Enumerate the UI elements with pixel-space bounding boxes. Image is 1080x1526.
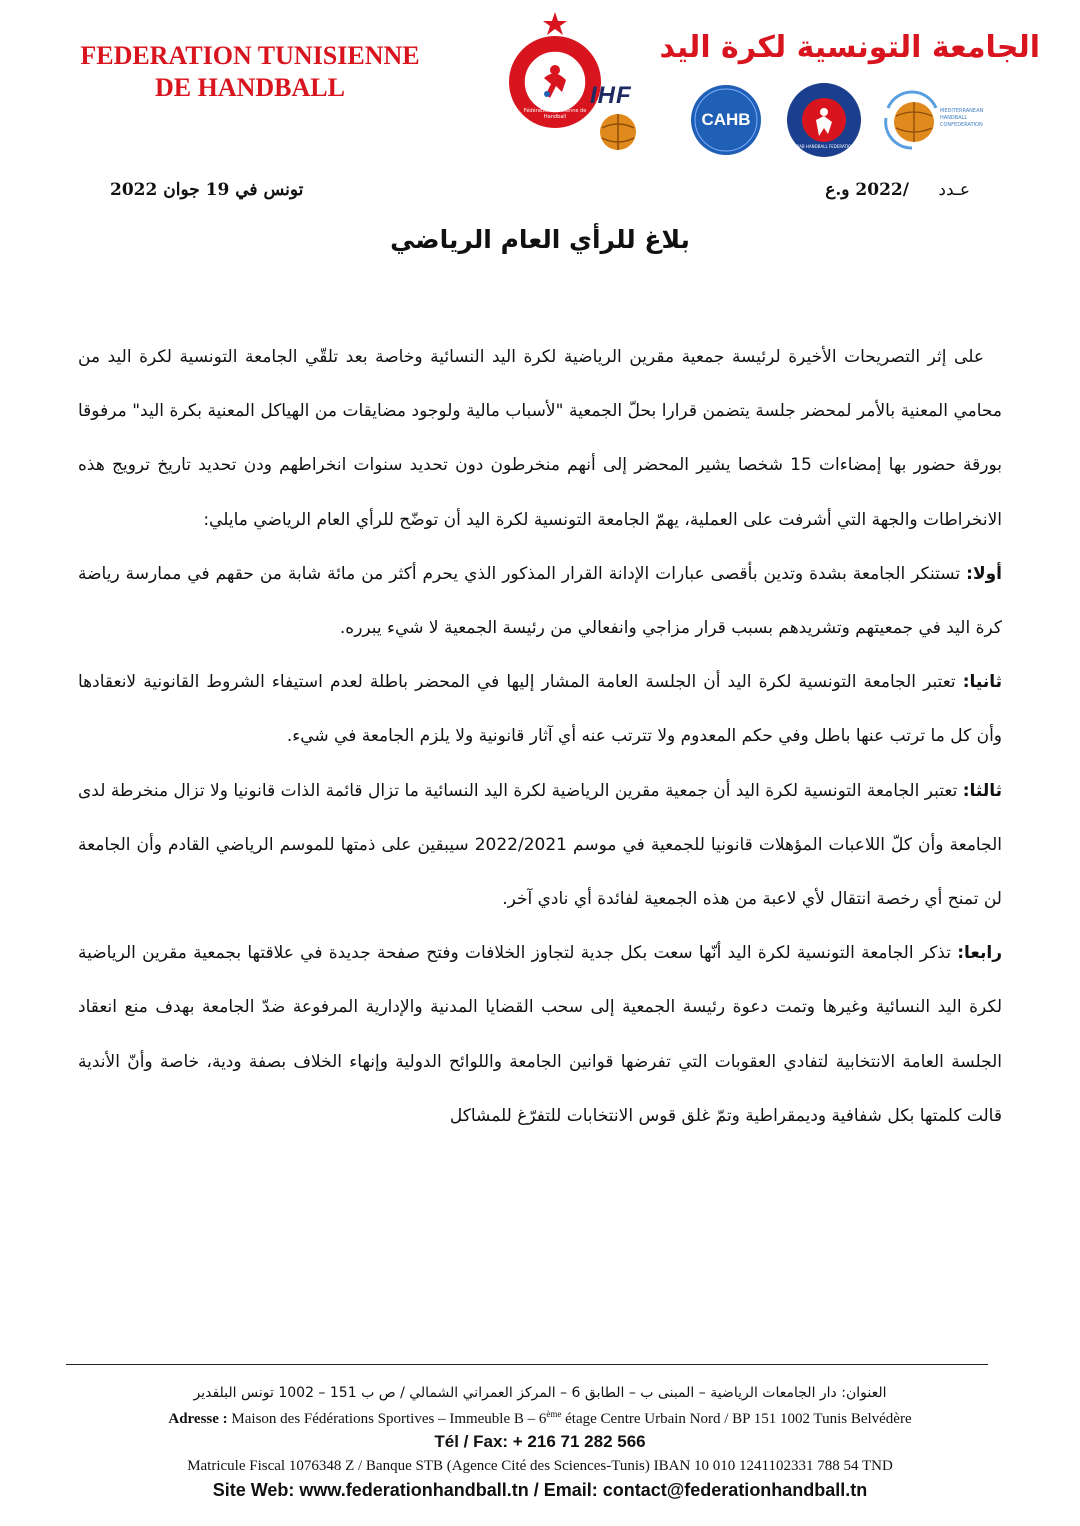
- reference-label: عـدد: [938, 180, 970, 200]
- point-3-text: تعتبر الجامعة التونسية لكرة اليد أن جمعية مقرين الرياضية لكرة اليد النسائية ما تزال قائمة الذات قانونيا ولا تزال منخرطة لدى الجامعة وأن كلّ اللاعبات المؤهلات قانونيا للجمعية في موسم 2022/2021 سيبقين على ذمتها للموسم الرياضي القادم وأن الجامعة لن تمنح أي رخصة انتقال لأي لاعبة من هذه الجمعية لفائدة أي نادي آخر.: [78, 780, 1002, 910]
- federation-name-fr: [40, 40, 460, 104]
- federation-name-fr-line2: DE HANDBALL: [155, 73, 345, 102]
- footer-divider: [66, 1364, 988, 1365]
- point-1: [78, 547, 1002, 655]
- point-2-label: ثانيا:: [962, 672, 1002, 693]
- federation-logo-caption: Fédération Tunisienne de Handball: [523, 108, 587, 120]
- federation-name-ar: الجامعة التونسية لكرة اليد: [659, 30, 1040, 65]
- point-4-label: رابعا:: [957, 943, 1002, 964]
- reference-number: [825, 180, 970, 200]
- document-date: تونس في 19 جوان 2022: [110, 180, 304, 200]
- communique-body: [78, 330, 1002, 1143]
- footer-address-label: Adresse :: [168, 1411, 228, 1427]
- point-3-label: ثالثا:: [962, 780, 1002, 801]
- point-4: [78, 926, 1002, 1143]
- point-1-label: أولا:: [966, 563, 1002, 584]
- point-2-text: تعتبر الجامعة التونسية لكرة اليد أن الجلسة العامة المشار إليها في المحضر باطلة لعدم استيفاء الشروط القانونية لانعقادها وأن كل ما ترتب عنها باطل وفي حكم المعدوم ولا تترتب عنه أي آثار قانونية ولا يلزم الجامعة في شيء.: [78, 672, 1002, 747]
- point-1-text: تستنكر الجامعة بشدة وتدين بأقصى عبارات الإدانة القرار المذكور الذي يحرم أكثر من مائة شابة من حقهم في ممارسة رياضة كرة اليد في جمعيتهم وتشريدهم بسبب قرار مزاجي وانفعالي من رئيسة الجمعية لا شيء يبرره.: [78, 563, 1002, 639]
- ihf-logo: IHF: [590, 82, 650, 160]
- document-title: بلاغ للرأي العام الرياضي: [390, 225, 690, 254]
- cahb-logo: CAHB: [690, 84, 762, 156]
- footer-address-fr: Adresse : Maison des Fédérations Sportives – Immeuble B – 6ème étage Centre Urbain Nord / BP 151 1002 Tunis Belvédère: [168, 1409, 912, 1427]
- footer-address-ar: العنوان: دار الجامعات الرياضية – المبنى ب – الطابق 6 – المركز العمراني الشمالي / ص ب 151 – 1002 تونس البلفدير: [193, 1385, 887, 1401]
- mediterranean-confederation-logo: MEDITERRANEAN HANDBALL CONFEDERATION: [882, 88, 1022, 158]
- partner-logos: [590, 82, 1030, 162]
- arab-handball-federation-logo: ARAB HANDBALL FEDERATION: [786, 82, 862, 158]
- footer-web-email: Site Web: www.federationhandball.tn / Email: contact@federationhandball.tn: [212, 1480, 868, 1500]
- point-4-text: تذكر الجامعة التونسية لكرة اليد أنّها سعت بكل جدية لتجاوز الخلافات وفتح صفحة جديدة في علاقتها بجمعية مقرين الرياضية لكرة اليد النسائية وغيرها وتمت دعوة رئيسة الجمعية إلى سحب القضايا المدنية والإدارية المرفوعة ضدّ الجامعة بهدف منع انعقاد الجلسة العامة الانتخابية لتفادي العقوبات التي تفرضها قوانين الجامعة واللوائح الدولية وإنهاء الخلاف بصفة ودية، خاصة وأنّ الأندية قالت كلمتها بكل شفافية وديمقراطية وتمّ غلق قوس الانتخابات للتفرّغ للمشاكل: [78, 943, 1002, 1126]
- intro-paragraph: على إثر التصريحات الأخيرة لرئيسة جمعية مقرين الرياضية لكرة اليد النسائية وخاصة بعد تلقّي الجامعة التونسية لكرة اليد من محامي المعنية بالأمر لمحضر جلسة يتضمن قرارا بحلّ الجمعية "لأسباب مالية ولوجود مضايقات من الهياكل المعنية بكرة اليد" مرفوقا بورقة حضور بها إمضاءات 15 شخصا يشير المحضر إلى أنهم منخرطون دون تحديد سنوات انخراطهم ودن تحديد تاريخ ترويج هذه الانخراطات والجهة التي أشرفت على العملية، يهمّ الجامعة التونسية لكرة اليد أن توضّح للرأي العام الرياضي مايلي:: [78, 347, 1002, 530]
- footer-tel-fax: Tél / Fax: + 216 71 282 566: [434, 1432, 646, 1451]
- reference-value: /2022 و.ع: [825, 180, 909, 200]
- footer-fiscal-bank: Matricule Fiscal 1076348 Z / Banque STB (Agence Cité des Sciences-Tunis) IBAN 10 010 1241102331 788 54 TND: [187, 1458, 893, 1474]
- federation-name-fr-line1: FEDERATION TUNISIENNE: [80, 41, 420, 70]
- point-2: [78, 655, 1002, 763]
- point-3: [78, 764, 1002, 927]
